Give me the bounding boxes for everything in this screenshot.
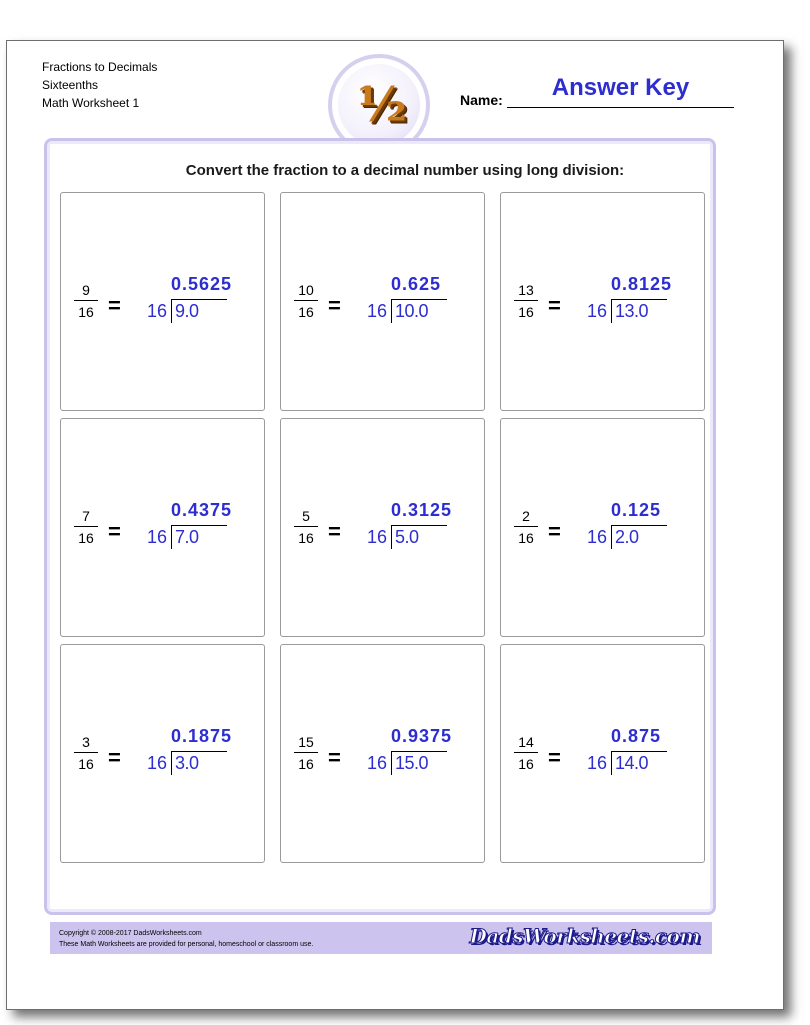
divisor: 16 bbox=[587, 527, 608, 547]
dividend: 10.0 bbox=[395, 301, 429, 321]
worksheet-header bbox=[42, 58, 157, 112]
fraction-bar bbox=[74, 526, 98, 527]
equals-sign: = bbox=[548, 745, 561, 770]
fraction-numerator: 14 bbox=[518, 734, 534, 750]
divisor: 16 bbox=[367, 753, 388, 773]
divisor: 16 bbox=[367, 527, 388, 547]
equals-sign: = bbox=[328, 745, 341, 770]
fraction-denominator: 16 bbox=[78, 530, 94, 546]
problem-cell bbox=[500, 418, 705, 637]
dividend: 2.0 bbox=[615, 527, 639, 547]
decimal-answer: 0.1875 bbox=[171, 726, 233, 746]
decimal-answer: 0.125 bbox=[611, 500, 662, 520]
divisor: 16 bbox=[147, 301, 168, 321]
decimal-answer: 0.5625 bbox=[171, 274, 233, 294]
worksheet-title: Fractions to Decimals bbox=[42, 60, 158, 74]
usage-note: These Math Worksheets are provided for personal, homeschool or classroom use. bbox=[59, 941, 314, 948]
copyright-text: Copyright © 2008-2017 DadsWorksheets.com bbox=[59, 930, 202, 937]
decimal-answer: 0.3125 bbox=[391, 500, 453, 520]
fraction-denominator: 16 bbox=[298, 530, 314, 546]
problem-cell bbox=[60, 192, 265, 411]
equals-sign: = bbox=[108, 293, 121, 318]
problem-cell bbox=[280, 418, 485, 637]
problem-cell bbox=[500, 192, 705, 411]
dividend: 14.0 bbox=[615, 753, 649, 773]
divisor: 16 bbox=[367, 301, 388, 321]
name-label: Name: bbox=[460, 92, 503, 108]
fraction-denominator: 16 bbox=[298, 304, 314, 320]
division-bracket bbox=[171, 525, 172, 549]
worksheet-number: Math Worksheet 1 bbox=[42, 96, 140, 110]
decimal-answer: 0.9375 bbox=[391, 726, 453, 746]
division-bracket bbox=[391, 525, 392, 549]
divisor: 16 bbox=[147, 527, 168, 547]
dividend: 5.0 bbox=[395, 527, 419, 547]
division-bar bbox=[611, 525, 667, 526]
division-bar bbox=[171, 751, 227, 752]
divisor: 16 bbox=[587, 753, 608, 773]
fraction-denominator: 16 bbox=[78, 304, 94, 320]
fraction-numerator: 5 bbox=[302, 508, 310, 524]
problem-cell bbox=[280, 192, 485, 411]
fraction bbox=[74, 281, 98, 321]
division-bracket bbox=[391, 751, 392, 775]
fraction-numerator: 3 bbox=[82, 734, 90, 750]
problem-cell bbox=[60, 418, 265, 637]
fraction bbox=[294, 281, 318, 321]
dividend: 15.0 bbox=[395, 753, 429, 773]
problem-cell bbox=[500, 644, 705, 863]
division-bar bbox=[391, 525, 447, 526]
fraction-numerator: 13 bbox=[518, 282, 534, 298]
fraction-bar bbox=[294, 752, 318, 753]
fraction-numerator: 15 bbox=[298, 734, 314, 750]
division-bracket bbox=[611, 525, 612, 549]
dividend: 3.0 bbox=[175, 753, 199, 773]
division-bracket bbox=[171, 751, 172, 775]
division-bracket bbox=[391, 299, 392, 323]
equals-sign: = bbox=[328, 293, 341, 318]
fraction-bar bbox=[514, 752, 538, 753]
fraction-bar bbox=[74, 300, 98, 301]
fraction-denominator: 16 bbox=[518, 756, 534, 772]
division-bar bbox=[391, 299, 447, 300]
logo-glyph: ½ bbox=[356, 77, 402, 133]
fraction-denominator: 16 bbox=[298, 756, 314, 772]
division-bar bbox=[611, 751, 667, 752]
division-bracket bbox=[611, 299, 612, 323]
fraction-numerator: 7 bbox=[82, 508, 90, 524]
division-bracket bbox=[611, 751, 612, 775]
division-bar bbox=[171, 299, 227, 300]
fraction-denominator: 16 bbox=[518, 530, 534, 546]
fraction-bar bbox=[294, 526, 318, 527]
fraction bbox=[514, 281, 538, 321]
dividend: 9.0 bbox=[175, 301, 199, 321]
problem-cell bbox=[60, 644, 265, 863]
fraction-bar bbox=[294, 300, 318, 301]
decimal-answer: 0.8125 bbox=[611, 274, 673, 294]
fraction bbox=[74, 507, 98, 547]
fraction bbox=[74, 733, 98, 773]
equals-sign: = bbox=[548, 519, 561, 544]
answer-key-label: Answer Key bbox=[551, 74, 690, 101]
fraction-bar bbox=[514, 526, 538, 527]
fraction-denominator: 16 bbox=[78, 756, 94, 772]
equals-sign: = bbox=[108, 519, 121, 544]
worksheet-subtitle: Sixteenths bbox=[42, 78, 99, 92]
fraction-numerator: 9 bbox=[82, 282, 90, 298]
equals-sign: = bbox=[328, 519, 341, 544]
name-field bbox=[460, 70, 735, 110]
fraction bbox=[514, 507, 538, 547]
equals-sign: = bbox=[548, 293, 561, 318]
decimal-answer: 0.4375 bbox=[171, 500, 233, 520]
division-bar bbox=[171, 525, 227, 526]
division-bar bbox=[611, 299, 667, 300]
problem-cell bbox=[280, 644, 485, 863]
fraction-bar bbox=[74, 752, 98, 753]
division-bracket bbox=[171, 299, 172, 323]
fraction-bar bbox=[514, 300, 538, 301]
fraction-numerator: 10 bbox=[298, 282, 314, 298]
dividend: 13.0 bbox=[615, 301, 649, 321]
divisor: 16 bbox=[147, 753, 168, 773]
fraction-numerator: 2 bbox=[522, 508, 530, 524]
dadsworksheets-logo: DadsWorksheets.com bbox=[469, 924, 700, 948]
fraction bbox=[514, 733, 538, 773]
instruction-text: Convert the fraction to a decimal number using long division: bbox=[185, 162, 625, 179]
division-bar bbox=[391, 751, 447, 752]
name-underline bbox=[507, 107, 734, 108]
dividend: 7.0 bbox=[175, 527, 199, 547]
fraction-denominator: 16 bbox=[518, 304, 534, 320]
equals-sign: = bbox=[108, 745, 121, 770]
footer-bar bbox=[50, 922, 712, 954]
fraction bbox=[294, 733, 318, 773]
decimal-answer: 0.625 bbox=[391, 274, 442, 294]
fraction bbox=[294, 507, 318, 547]
divisor: 16 bbox=[587, 301, 608, 321]
decimal-answer: 0.875 bbox=[611, 726, 662, 746]
